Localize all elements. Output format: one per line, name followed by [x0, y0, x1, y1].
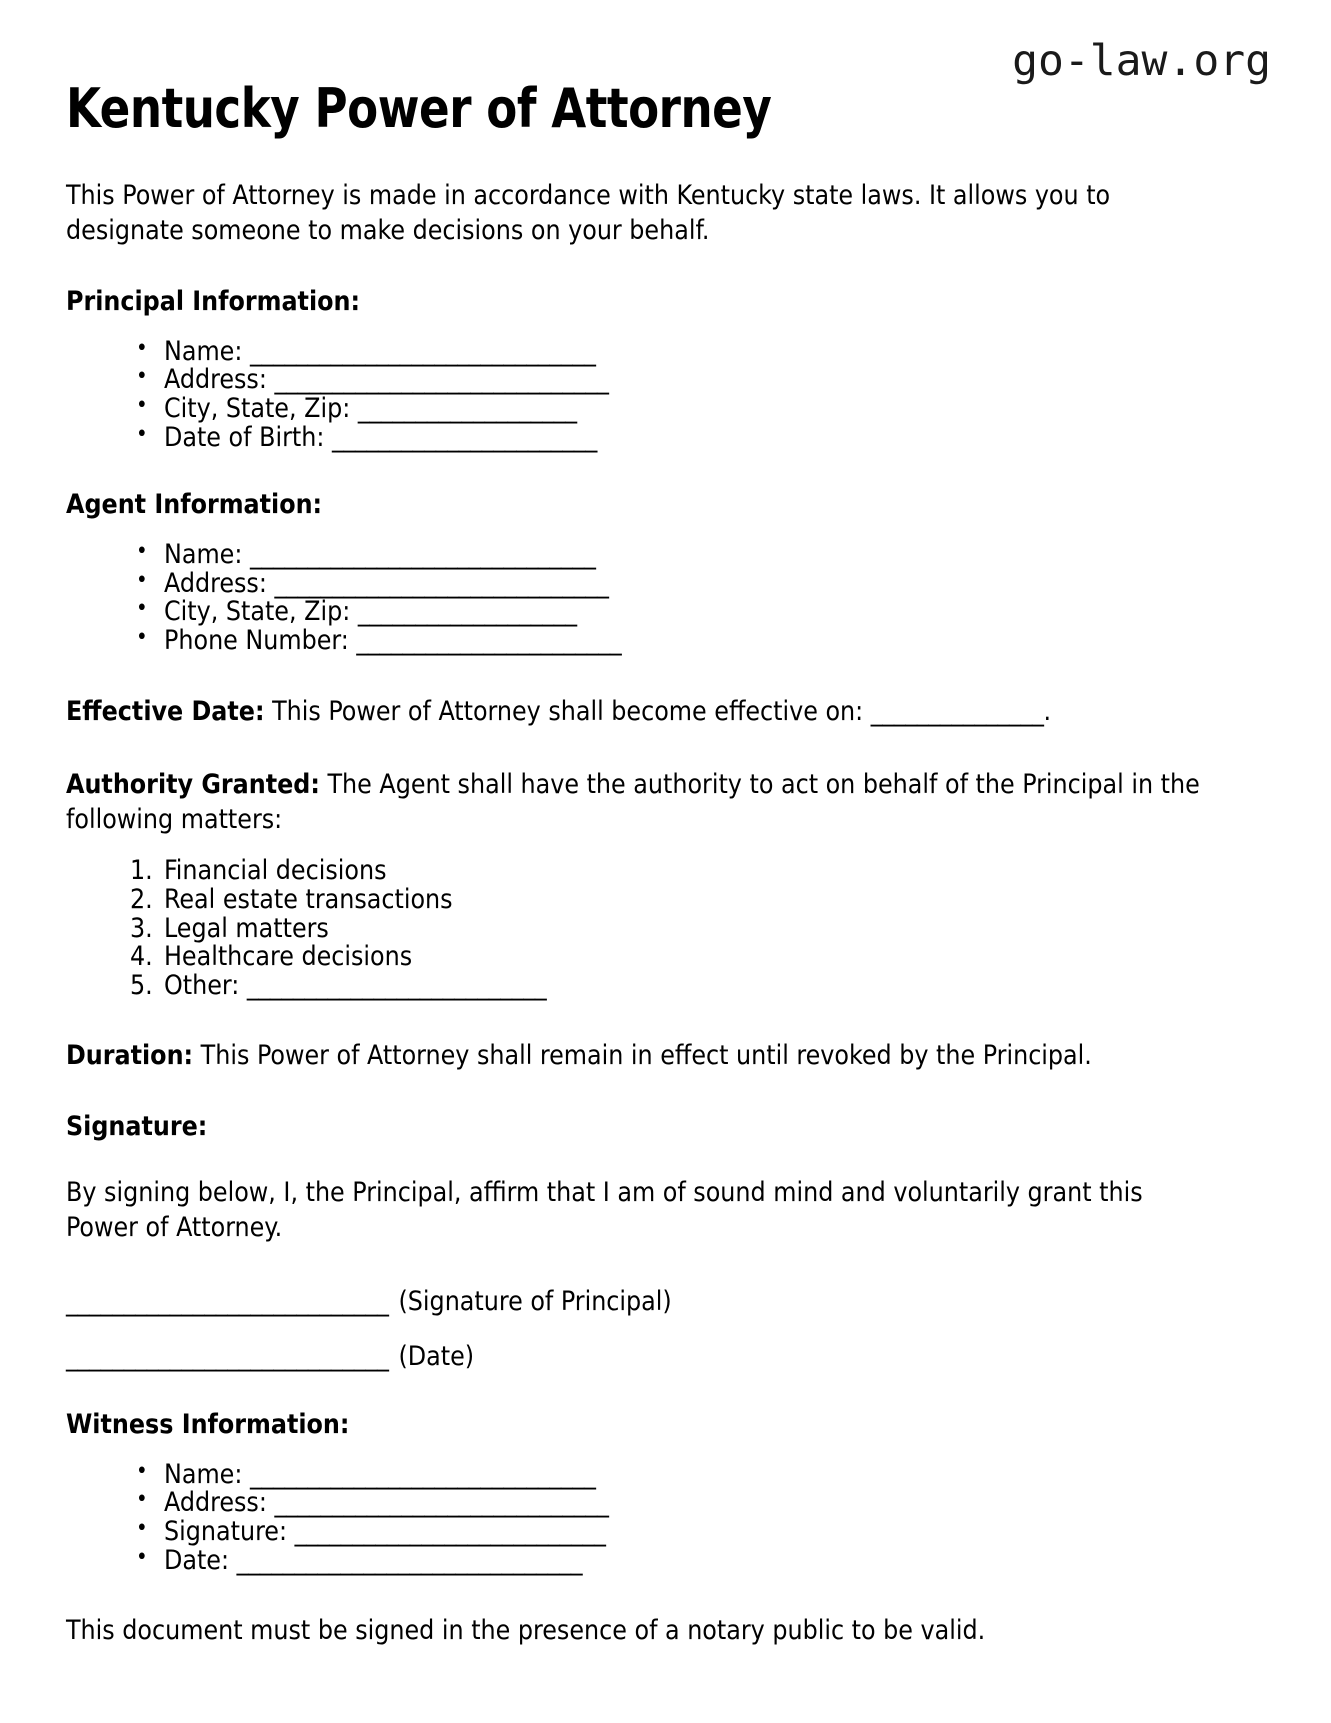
field-blank-line[interactable]: ___________________ [357, 392, 577, 424]
list-item [130, 857, 1206, 886]
field-label: City, State, Zip: [164, 392, 351, 424]
field-blank-line[interactable]: _____________________________ [274, 1487, 609, 1519]
signature-lines-block [66, 1287, 1206, 1371]
field-label: Name: [164, 539, 243, 571]
field-blank-line[interactable]: ______________________________ [249, 539, 596, 571]
field-label: Date: [164, 1544, 230, 1576]
signature-blank-line[interactable]: ____________________________ [66, 1286, 389, 1318]
list-item [136, 366, 1206, 395]
list-item [136, 598, 1206, 627]
field-label: Address: [164, 567, 267, 599]
field-blank-line[interactable]: _______________________ [356, 625, 622, 657]
field-label: Signature: [164, 1515, 288, 1547]
agent-field-list [66, 541, 1206, 655]
list-item [136, 1544, 1206, 1576]
list-item [136, 335, 1206, 367]
list-item [136, 627, 1206, 656]
signature-heading: Signature: [66, 1110, 208, 1142]
list-item [136, 541, 1206, 570]
field-label: City, State, Zip: [164, 596, 351, 628]
effective-date-label: Effective Date: [66, 695, 265, 727]
witness-field-list [66, 1458, 1206, 1576]
field-label: Date of Birth: [164, 421, 325, 453]
notary-notice: This document must be signed in the presence of a notary public to be valid. [66, 1615, 986, 1647]
list-item-label: Other: [164, 969, 240, 1001]
field-label: Name: [164, 1458, 243, 1490]
witness-information-heading: Witness Information: [66, 1408, 350, 1440]
list-item [130, 969, 1206, 1001]
authority-matters-list [66, 857, 1206, 1000]
principal-field-list [66, 335, 1206, 453]
site-watermark: go-law.org [1012, 36, 1271, 86]
principal-information-heading: Principal Information: [66, 285, 361, 317]
list-item [136, 1515, 1206, 1547]
field-blank-line[interactable]: ___________________________ [294, 1515, 606, 1547]
list-item [136, 567, 1206, 599]
signature-line-label: (Signature of Principal) [398, 1286, 672, 1318]
duration-label: Duration: [66, 1040, 194, 1072]
list-item [136, 1458, 1206, 1490]
signature-row [66, 1287, 1206, 1316]
list-item [130, 886, 1206, 915]
authority-granted-paragraph [66, 767, 1206, 837]
list-item-label: Legal matters [164, 912, 329, 944]
affirmation-paragraph: By signing below, I, the Principal, affirm that I am of sound mind and voluntarily grant this Power of Attorney. [66, 1176, 1143, 1244]
authority-granted-label: Authority Granted: [66, 768, 320, 800]
field-blank-line[interactable]: ______________________________ [249, 1458, 596, 1490]
list-item-label: Financial decisions [164, 855, 387, 887]
list-item [136, 1489, 1206, 1518]
list-item-label: Real estate transactions [164, 884, 453, 915]
field-label: Address: [164, 364, 267, 396]
field-blank-line[interactable]: _______________________ [331, 421, 597, 453]
list-item-label: Healthcare decisions [164, 941, 413, 973]
field-blank-line[interactable]: ___________________ [357, 596, 577, 628]
duration-text: This Power of Attorney shall remain in effect until revoked by the Principal. [200, 1040, 1092, 1072]
list-item [130, 943, 1206, 972]
field-label: Phone Number: [164, 625, 349, 657]
document-content [66, 78, 1206, 1648]
field-blank-line[interactable]: ______________________________ [236, 1544, 583, 1576]
effective-date-blank-line[interactable]: _______________ [870, 695, 1044, 727]
duration-paragraph [66, 1038, 1206, 1073]
field-label: Address: [164, 1487, 267, 1519]
effective-date-period: . [1043, 695, 1052, 727]
agent-information-heading: Agent Information: [66, 489, 323, 521]
list-item [130, 912, 1206, 944]
intro-paragraph: This Power of Attorney is made in accordance with Kentucky state laws. It allows you to designate someone to make decisions on your behalf. [66, 180, 1111, 247]
field-blank-line[interactable]: _____________________________ [274, 567, 609, 599]
list-item [136, 392, 1206, 424]
authority-granted-text: The Agent shall have the authority to act on behalf of the Principal in the following matters: [66, 768, 1200, 836]
date-row [66, 1342, 1206, 1371]
effective-date-text: This Power of Attorney shall become effective on: [272, 695, 864, 727]
list-item [136, 421, 1206, 453]
date-blank-line[interactable]: ____________________________ [66, 1341, 389, 1373]
field-label: Name: [164, 335, 243, 367]
page-title: Kentucky Power of Attorney [66, 77, 772, 140]
date-line-label: (Date) [398, 1341, 475, 1373]
effective-date-paragraph [66, 694, 1206, 729]
list-item-blank-line[interactable]: __________________________ [246, 969, 547, 1001]
field-blank-line[interactable]: ______________________________ [249, 335, 596, 367]
field-blank-line[interactable]: _____________________________ [274, 364, 609, 396]
